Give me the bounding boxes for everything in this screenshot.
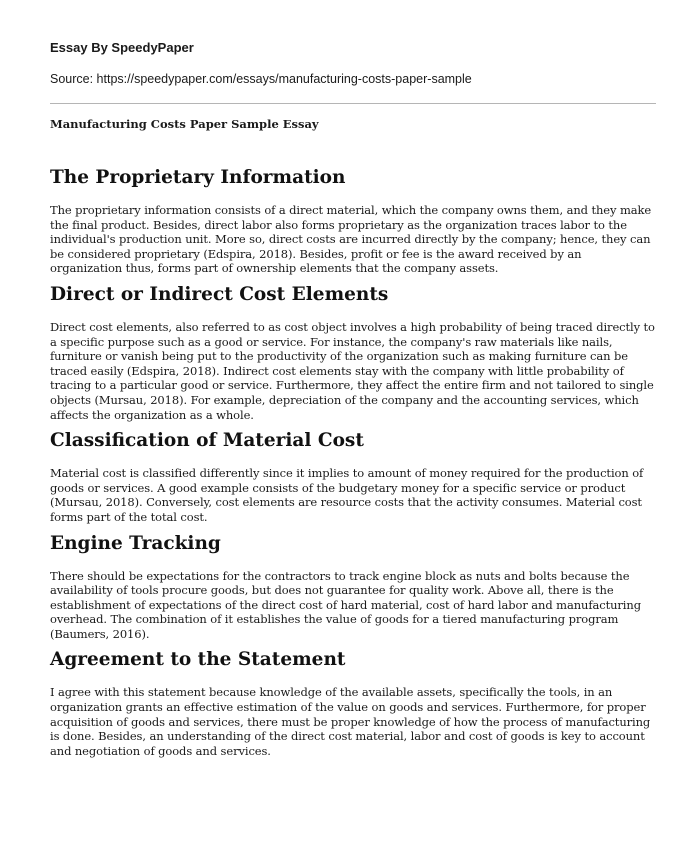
section-paragraph: The proprietary information consists of a direct material, which the company owns them, and they make the final product. Besides, direct labor also forms proprietary as the organization traces labor to the individual's production unit. More so, direct costs are incurred directly by the company; hence, they can be considered proprietary (Edspira, 2018). Besides, profit or fee is the award received by an organization thus, forms part of ownership elements that the company assets. xyxy=(50,203,652,276)
section-heading: Engine Tracking xyxy=(50,532,221,554)
essay-source-line: Source: https://speedypaper.com/essays/manufacturing-costs-paper-sample xyxy=(50,72,472,86)
section-heading: Direct or Indirect Cost Elements xyxy=(50,283,389,305)
header-divider xyxy=(50,103,656,104)
document-title: Manufacturing Costs Paper Sample Essay xyxy=(50,117,319,131)
section-paragraph: There should be expectations for the contractors to track engine block as nuts and bolts because the availability of tools procure goods, but does not guarantee for quality work. Above all, there is the establishment of expectations of the direct cost of hard material, cost of hard labor and manufacturing overhead. The combination of it establishes the value of goods for a tiered manufacturing program (Baumers, 2016). xyxy=(50,568,641,641)
section-heading: Classification of Material Cost xyxy=(50,430,364,452)
document-page xyxy=(50,40,656,766)
section-proprietary-information xyxy=(50,167,656,276)
essay-author-line: Essay By SpeedyPaper xyxy=(50,40,194,55)
section-heading: The Proprietary Information xyxy=(50,167,346,188)
section-agreement xyxy=(50,649,656,758)
section-paragraph: Direct cost elements, also referred to as cost object involves a high probability of being traced directly to a specific purpose such as a good or service. For instance, the company's raw materials like nails, furniture or vanish being put to the productivity of the organization such as making furniture can be traced easily (Edspira, 2018). Indirect cost elements stay with the company with little probability of tracing to a particular good or service. Furthermore, they affect the entire firm and not tailored to single objects (Mursau, 2018). For example, depreciation of the company and the accounting services, which affects the organization as a whole. xyxy=(50,319,655,422)
section-material-cost xyxy=(50,430,656,524)
section-paragraph: Material cost is classified differently since it implies to amount of money required for the production of goods or services. A good example consists of the budgetary money for a specific service or product (Mursau, 2018). Conversely, cost elements are resource costs that the activity consumes. Material cost forms part of the total cost. xyxy=(50,466,644,524)
section-heading: Agreement to the Statement xyxy=(50,649,346,671)
section-direct-indirect-cost xyxy=(50,284,656,422)
section-engine-tracking xyxy=(50,533,656,642)
section-paragraph: I agree with this statement because knowledge of the available assets, specifically the tools, in an organization grants an effective estimation of the value on goods and services. Furthermore, for proper acquisition of goods and services, there must be proper knowledge of how the process of manufacturing is done. Besides, an understanding of the direct cost material, labor and cost of goods is key to account and negotiation of goods and services. xyxy=(50,685,651,758)
